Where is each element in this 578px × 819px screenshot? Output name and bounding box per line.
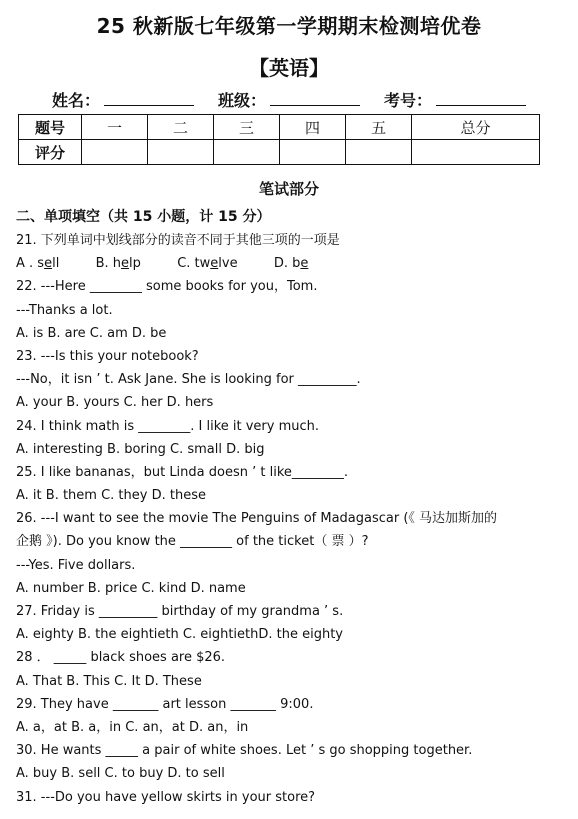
name-blank[interactable] (104, 91, 194, 106)
question-line: 26. ---I want to see the movie The Penguins of Madagascar (《 马达加斯加的 (16, 511, 498, 527)
question-line: 28 ． _____ black shoes are $26. (16, 650, 226, 666)
options-line: A. buy B. sell C. to buy D. to sell (16, 766, 225, 782)
score-table-cell: 二 (148, 115, 214, 140)
name-label: 姓名： (52, 91, 101, 110)
options-line: A. your B. yours C. her D. hers (16, 395, 214, 411)
score-table-cell: 一 (82, 115, 148, 140)
question-line: 27. Friday is _________ birthday of my grandma ’ s. (16, 604, 344, 619)
question-line: 25. I like bananas，but Linda doesn ’ t like________. (16, 464, 349, 480)
score-input-cell[interactable] (412, 140, 540, 165)
score-table-cell: 总分 (412, 115, 540, 140)
score-input-cell[interactable] (148, 140, 214, 165)
question-line: 29. They have _______ art lesson _______ 9:00. (16, 696, 314, 712)
student-info (52, 88, 540, 111)
score-input-cell[interactable] (82, 140, 148, 165)
score-input-cell[interactable] (214, 140, 280, 165)
section-title: 笔试部分 (258, 180, 319, 198)
class-blank[interactable] (270, 91, 360, 106)
subject-title: 【英语】 (249, 56, 329, 80)
question-line: 31. ---Do you have yellow skirts in your store? (16, 789, 316, 805)
number-label: 考号： (384, 91, 433, 110)
score-table-header-row (19, 115, 540, 140)
question-line: 企鹅 》). Do you know the ________ of the ticket（ 票 ）? (16, 534, 369, 550)
score-table-cell: 题号 (19, 115, 82, 140)
part-title: 二、单项填空（共 15 小题，计 15 分） (16, 209, 271, 225)
options-line: A. interesting B. boring C. small D. big (16, 441, 265, 457)
score-table-cell: 五 (346, 115, 412, 140)
option-c: C. twelve (177, 256, 238, 272)
question-line: ---No，it isn ’ t. Ask Jane. She is looking for _________. (16, 372, 361, 388)
score-input-cell[interactable] (280, 140, 346, 165)
options-line: A. eighty B. the eightieth C. eightiethD. the eighty (16, 627, 343, 643)
number-field[interactable] (384, 88, 526, 111)
score-table (18, 114, 540, 165)
options-line: A. a，at B. a，in C. an，at D. an，in (16, 719, 249, 735)
question-line: 23. ---Is this your notebook? (16, 348, 199, 364)
options-line: A. number B. price C. kind D. name (16, 580, 246, 596)
question-line: 22. ---Here ________ some books for you，Tom. (16, 279, 318, 295)
options-line: A. is B. are C. am D. be (16, 325, 167, 341)
score-input-cell[interactable] (346, 140, 412, 165)
question-line: ---Thanks a lot. (16, 302, 113, 318)
question-line: ---Yes. Five dollars. (16, 557, 136, 573)
class-field[interactable] (218, 88, 360, 111)
name-field[interactable] (52, 88, 194, 111)
score-table-cell: 四 (280, 115, 346, 140)
score-table-cell: 评分 (19, 140, 82, 165)
options-line (16, 252, 566, 275)
question-line: 24. I think math is ________. I like it very much. (16, 418, 320, 434)
class-label: 班级： (218, 91, 267, 110)
option-d: D. be (273, 256, 309, 272)
options-line: A. That B. This C. It D. These (16, 673, 202, 689)
option-a: A . sell (16, 256, 60, 272)
option-b: B. help (95, 256, 141, 272)
options-line: A. it B. them C. they D. these (16, 488, 206, 504)
number-blank[interactable] (436, 91, 526, 106)
score-table-cell: 三 (214, 115, 280, 140)
questions (16, 229, 566, 809)
question-line: 21. 下列单词中划线部分的读音不同于其他三项的一项是 (16, 233, 340, 248)
question-line: 30. He wants _____ a pair of white shoes. Let ’ s go shopping together. (16, 743, 473, 759)
exam-title: 25 秋新版七年级第一学期期末检测培优卷 (96, 14, 482, 38)
score-table-score-row (19, 140, 540, 165)
